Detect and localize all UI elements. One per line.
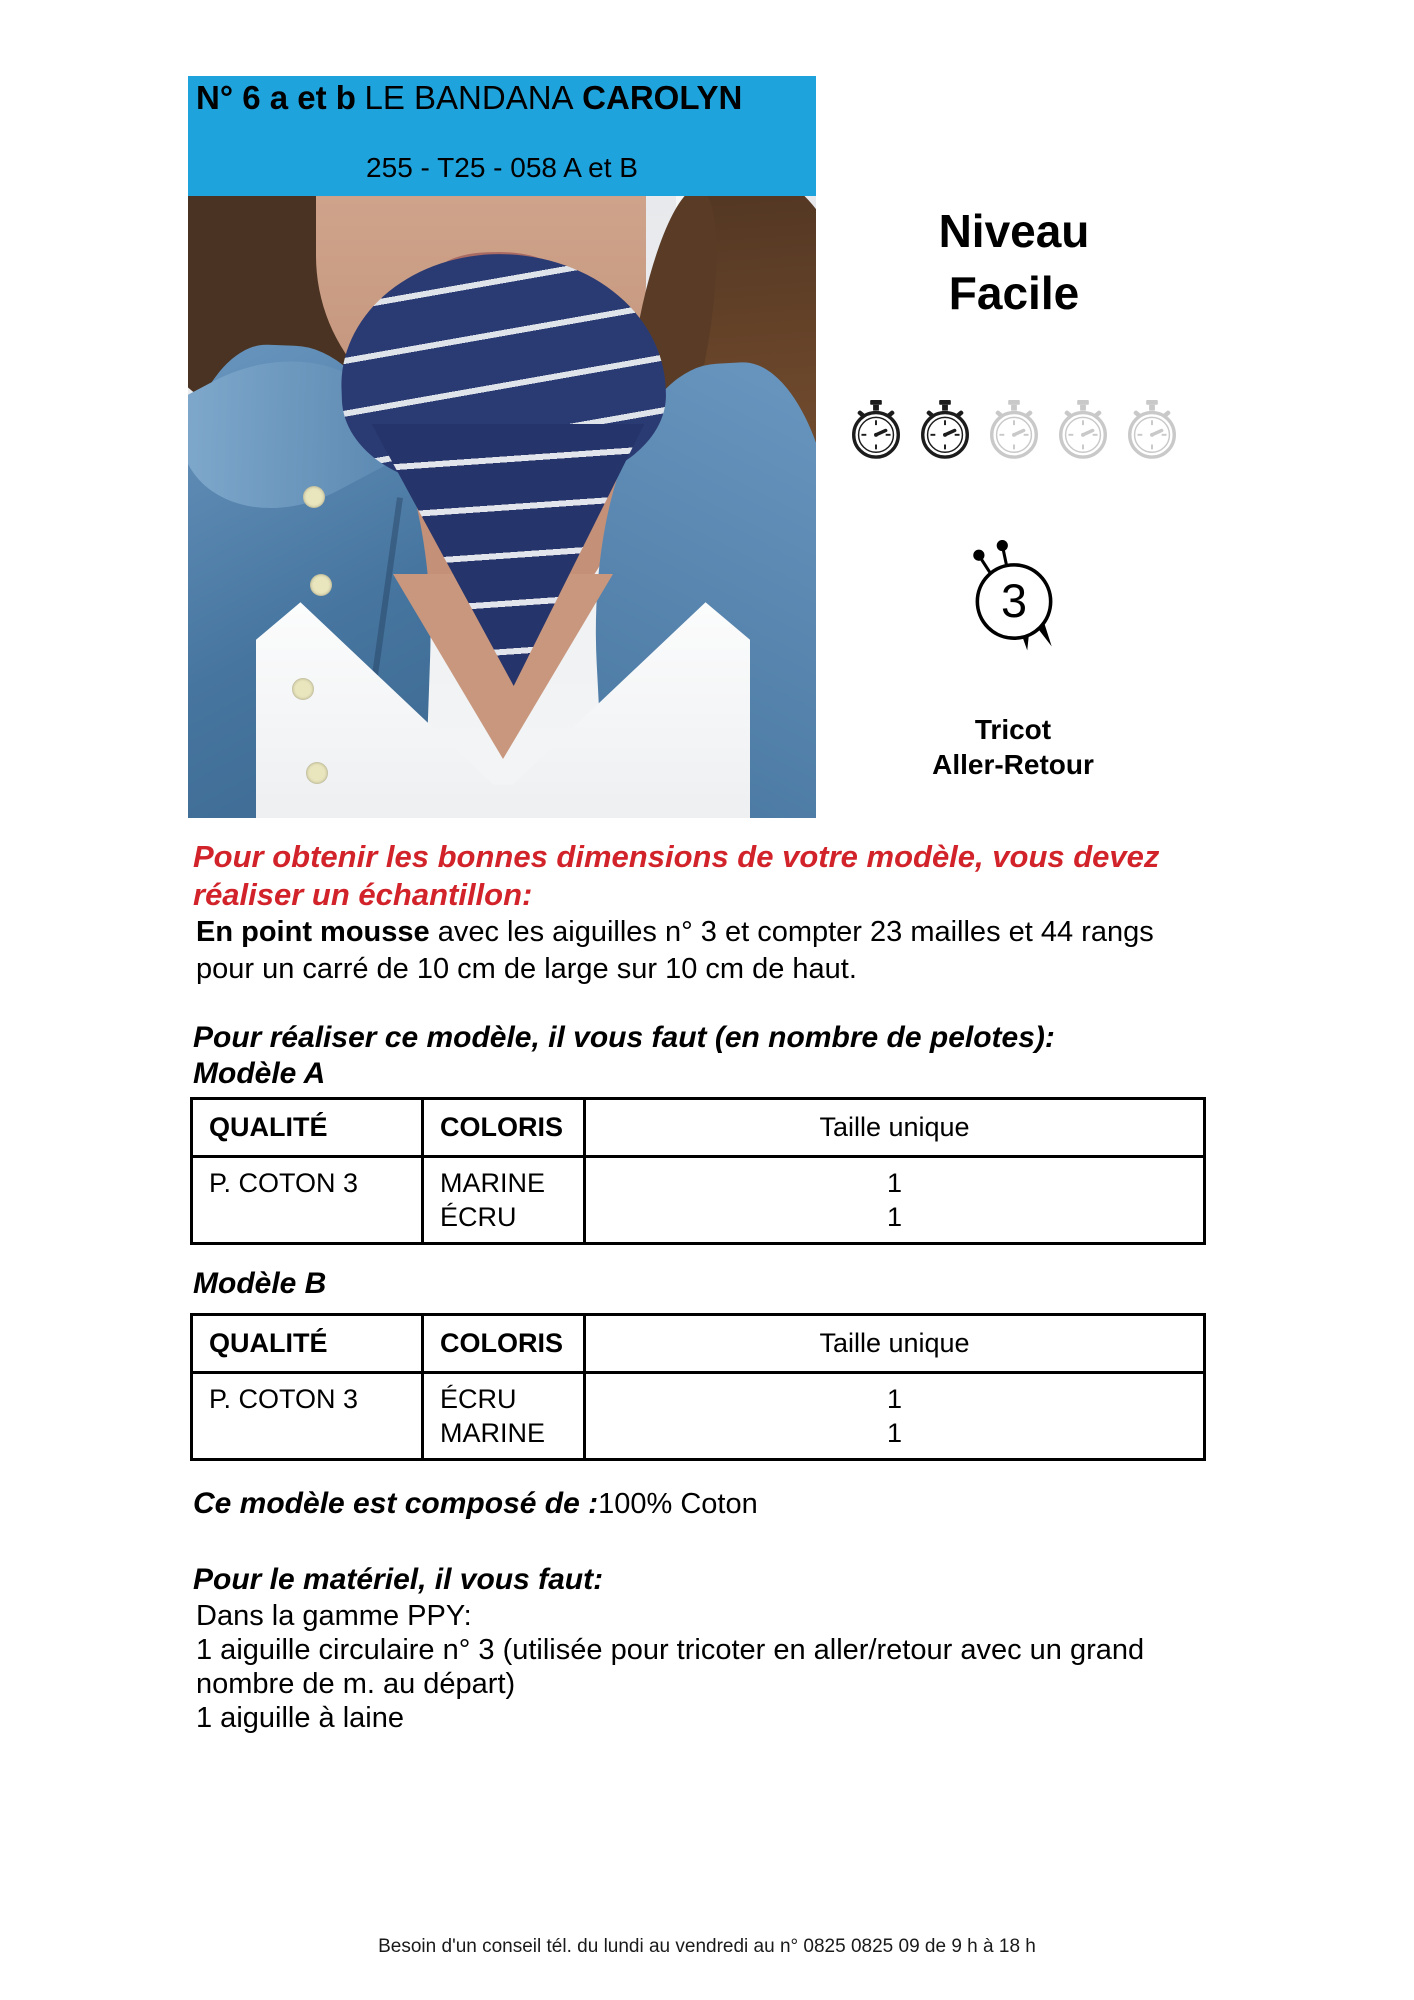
color-2: MARINE: [440, 1418, 546, 1448]
cell-colors: [423, 1373, 585, 1460]
supply-table-model-b: [190, 1313, 1206, 1461]
gauge-heading: [193, 838, 1263, 914]
equipment-heading: Pour le matériel, il vous faut:: [193, 1563, 604, 1596]
cell-quantities: [585, 1157, 1205, 1244]
model-a-label: Modèle A: [193, 1057, 326, 1090]
title-number: N° 6 a et b: [196, 79, 356, 116]
title-main: LE BANDANA: [364, 79, 574, 116]
pattern-reference: 255 - T25 - 058 A et B: [366, 152, 638, 183]
gauge-line1: [196, 914, 1266, 951]
supply-table-model-a: [190, 1097, 1206, 1245]
stopwatch-icon-empty: [983, 398, 1045, 460]
difficulty-rating: [845, 398, 1183, 460]
photo-button: [310, 574, 332, 596]
equipment-list: [196, 1599, 1306, 1735]
gauge-line2: pour un carré de 10 cm de large sur 10 cm de haut.: [196, 953, 857, 985]
equipment-line-3: nombre de m. au départ): [196, 1668, 516, 1700]
table-b-data-row: [192, 1373, 1205, 1460]
quantity-1: 1: [886, 1384, 903, 1414]
stopwatch-icon-filled: [845, 398, 907, 460]
quantity-2: 1: [886, 1418, 903, 1448]
photo-button: [306, 762, 328, 784]
stopwatch-icon-filled: [914, 398, 976, 460]
gauge-heading-line1: Pour obtenir les bonnes dimensions de votre modèle, vous devez: [193, 839, 1160, 874]
cell-colors: [423, 1157, 585, 1244]
needle-size-icon: [958, 540, 1070, 658]
equipment-line-2: 1 aiguille circulaire n° 3 (utilisée pour tricoter en aller/retour avec un grand: [196, 1634, 1145, 1666]
table-a-data-row: [192, 1157, 1205, 1244]
col-header-color: COLORIS: [423, 1099, 585, 1157]
model-photo: [188, 196, 816, 818]
col-header-color: COLORIS: [423, 1315, 585, 1373]
gauge-heading-line2: réaliser un échantillon:: [193, 877, 533, 912]
cell-quantities: [585, 1373, 1205, 1460]
stopwatch-icon-empty: [1052, 398, 1114, 460]
photo-button: [292, 678, 314, 700]
materials-heading-line: Pour réaliser ce modèle, il vous faut (en nombre de pelotes):: [193, 1021, 1055, 1054]
title-model-name: CAROLYN: [582, 79, 743, 116]
col-header-quality: QUALITÉ: [192, 1315, 423, 1373]
gauge-rest: avec les aiguilles n° 3 et compter 23 mailles et 44 rangs: [429, 916, 1154, 948]
level-value: Facile: [948, 267, 1080, 319]
color-1: ÉCRU: [440, 1384, 517, 1414]
quantity-2: 1: [886, 1202, 903, 1232]
col-header-quality: QUALITÉ: [192, 1099, 423, 1157]
equipment-line-4: 1 aiguille à laine: [196, 1702, 404, 1734]
model-b-label: Modèle B: [193, 1267, 327, 1300]
help-footer: Besoin d'un conseil tél. du lundi au vendredi au n° 0825 0825 09 de 9 h à 18 h: [378, 1936, 1036, 1957]
composition-line: [193, 1487, 758, 1521]
col-header-size: Taille unique: [585, 1315, 1205, 1373]
cell-quality: P. COTON 3: [192, 1373, 423, 1460]
color-2: ÉCRU: [440, 1202, 517, 1232]
composition-label: Ce modèle est composé de :: [193, 1487, 599, 1520]
gauge-stitch: En point mousse: [196, 916, 430, 948]
color-1: MARINE: [440, 1168, 546, 1198]
quantity-1: 1: [886, 1168, 903, 1198]
title-band: [188, 76, 816, 196]
level-word: Niveau: [938, 205, 1090, 257]
level-label: [820, 200, 1208, 324]
composition-value: 100% Coton: [598, 1488, 758, 1520]
needle-size-value: 3: [1000, 574, 1028, 627]
col-header-size: Taille unique: [585, 1099, 1205, 1157]
cell-quality: P. COTON 3: [192, 1157, 423, 1244]
materials-heading: [193, 1020, 1263, 1092]
technique-line1: Tricot: [974, 714, 1052, 745]
gauge-instructions: [196, 914, 1266, 988]
page-title: [196, 78, 751, 118]
table-a-header-row: [192, 1099, 1205, 1157]
photo-button: [303, 486, 325, 508]
equipment-line-1: Dans la gamme PPY:: [196, 1600, 472, 1632]
technique-label: [830, 712, 1196, 782]
technique-line2: Aller-Retour: [932, 749, 1094, 780]
table-b-header-row: [192, 1315, 1205, 1373]
stopwatch-icon-empty: [1121, 398, 1183, 460]
